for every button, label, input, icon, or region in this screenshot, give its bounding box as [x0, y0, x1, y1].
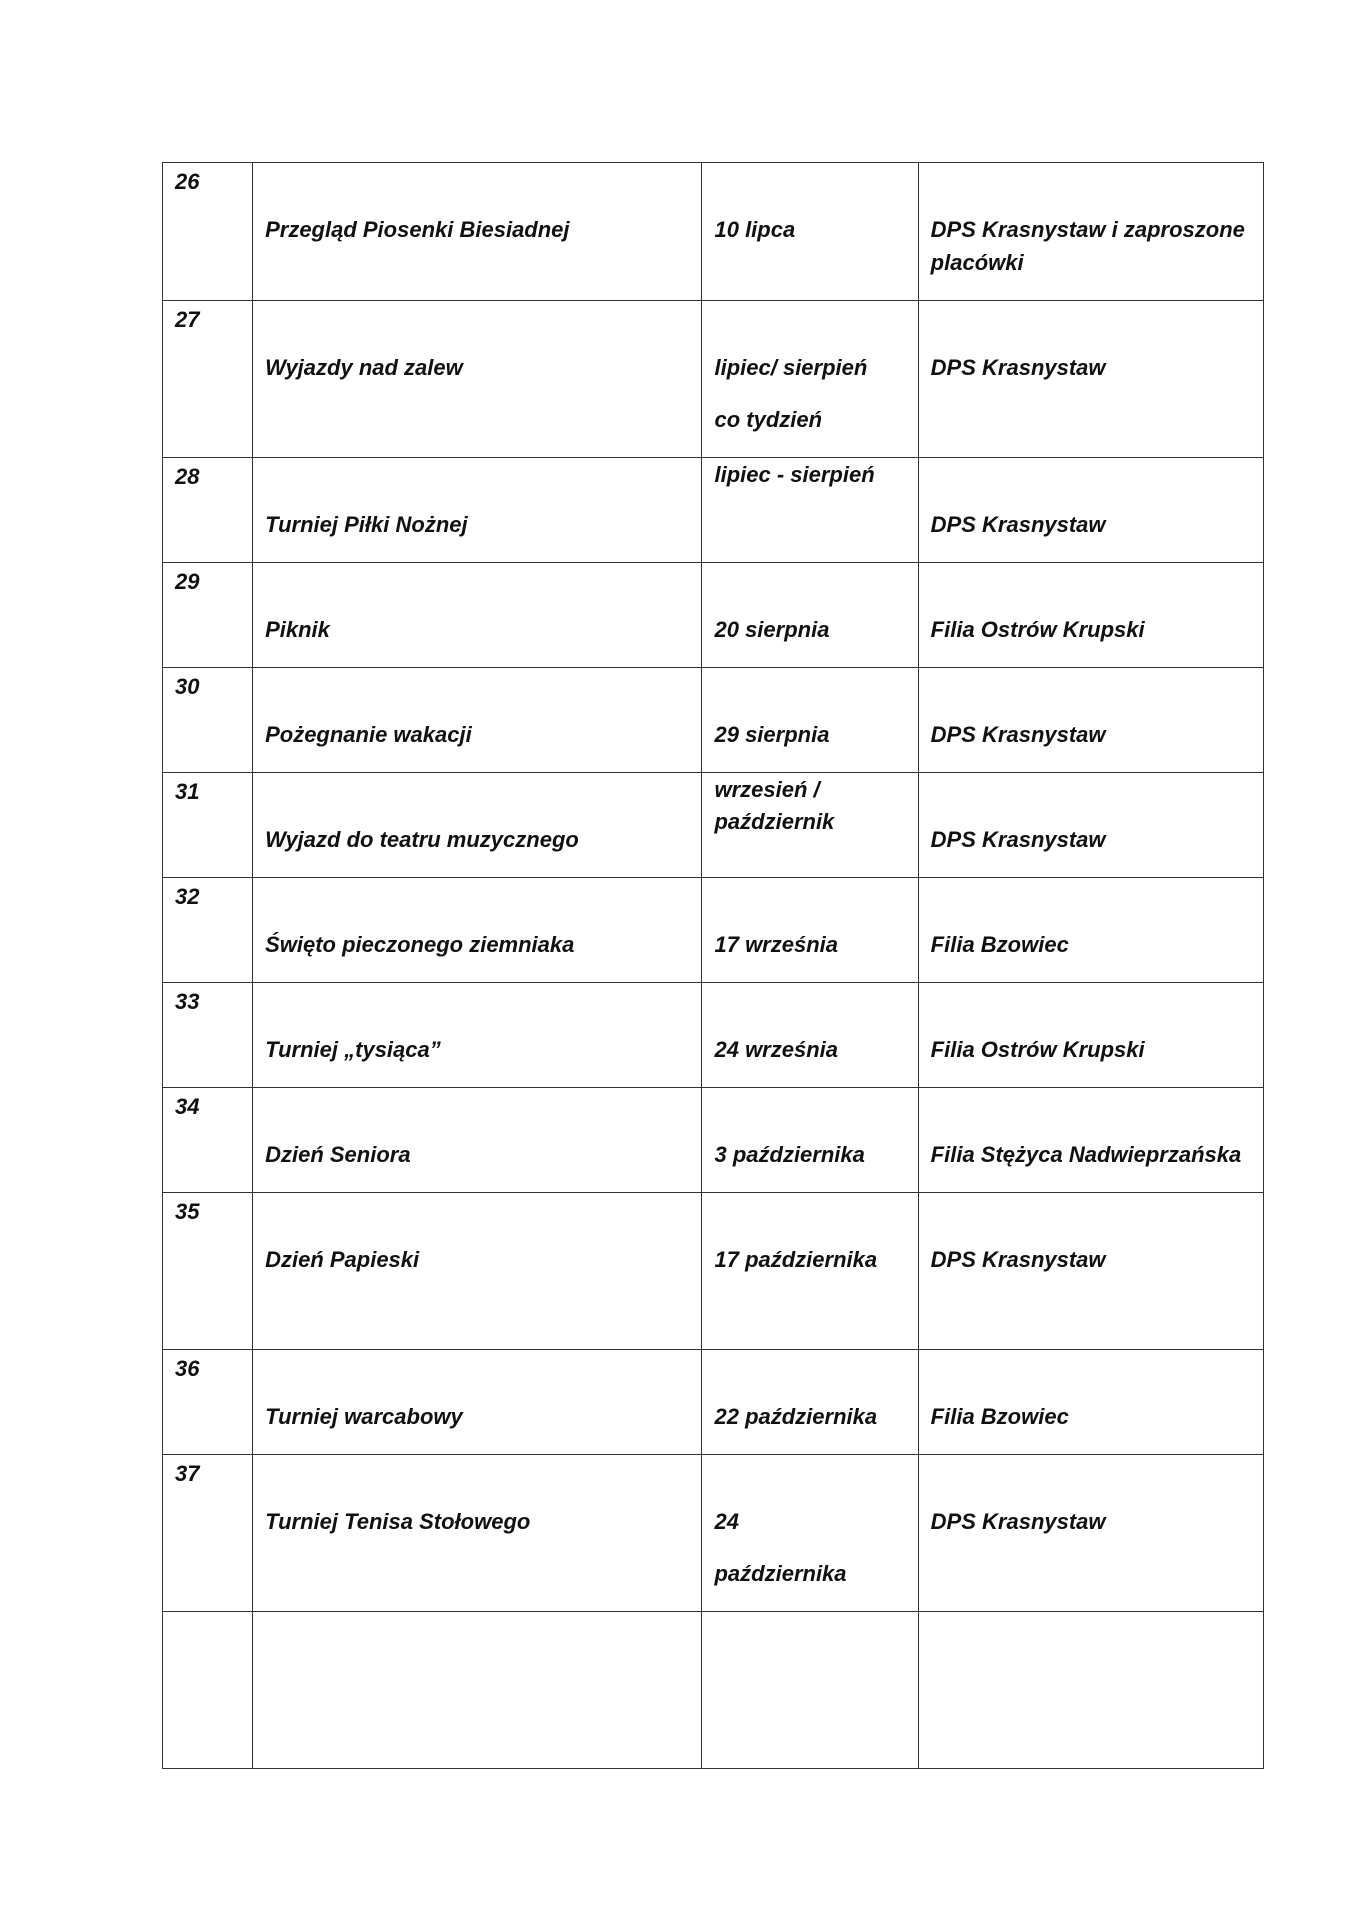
event-date: 10 lipca [714, 217, 796, 242]
events-table [162, 162, 1264, 1769]
event-date-cell [702, 1455, 918, 1612]
event-place: Filia Ostrów Krupski [930, 1037, 1145, 1062]
row-number: 35 [175, 1199, 200, 1224]
event-name: Święto pieczonego ziemniaka [265, 932, 575, 957]
event-date-cell [702, 668, 918, 773]
event-name-cell [253, 668, 702, 773]
table-row [163, 563, 1264, 668]
row-number: 29 [175, 569, 200, 594]
event-date-cell [702, 1193, 918, 1350]
row-number-cell [163, 458, 253, 563]
row-number-cell [163, 163, 253, 301]
event-name: Piknik [265, 617, 330, 642]
event-date: 29 sierpnia [714, 722, 830, 747]
event-name-cell [253, 983, 702, 1088]
row-number-cell [163, 301, 253, 458]
event-name: Turniej Piłki Nożnej [265, 512, 468, 537]
empty-cell [918, 1612, 1263, 1769]
event-place-cell [918, 163, 1263, 301]
event-place-cell [918, 1455, 1263, 1612]
row-number-cell [163, 983, 253, 1088]
event-place-cell [918, 301, 1263, 458]
table-row [163, 163, 1264, 301]
event-date-cell [702, 163, 918, 301]
event-date-line-2: października [714, 1561, 847, 1586]
event-name-cell [253, 1455, 702, 1612]
event-date-line-2: październik [714, 809, 835, 834]
event-place-cell [918, 1088, 1263, 1193]
event-place: Filia Stężyca Nadwieprzańska [930, 1142, 1242, 1167]
table-row [163, 668, 1264, 773]
row-number: 33 [175, 989, 200, 1014]
event-name: Przegląd Piosenki Biesiadnej [265, 217, 570, 242]
event-date: 24 września [714, 1037, 838, 1062]
event-place: Filia Bzowiec [930, 932, 1069, 957]
event-name-cell [253, 458, 702, 563]
table-row [163, 1350, 1264, 1455]
event-name-cell [253, 163, 702, 301]
event-date-cell [702, 1350, 918, 1455]
event-place-cell [918, 878, 1263, 983]
table-row [163, 301, 1264, 458]
event-date: 20 sierpnia [714, 617, 830, 642]
row-number: 30 [175, 674, 200, 699]
event-name-cell [253, 1088, 702, 1193]
event-place-cell [918, 1193, 1263, 1350]
event-place: DPS Krasnystaw [930, 722, 1106, 747]
event-name-cell [253, 1350, 702, 1455]
event-place-cell [918, 773, 1263, 878]
event-place: DPS Krasnystaw [930, 512, 1106, 537]
row-number-cell [163, 1193, 253, 1350]
event-name: Wyjazd do teatru muzycznego [265, 827, 579, 852]
row-number-cell [163, 878, 253, 983]
event-place: DPS Krasnystaw [930, 827, 1106, 852]
row-number-cell [163, 563, 253, 668]
row-number: 31 [175, 779, 200, 804]
event-place: Filia Bzowiec [930, 1404, 1069, 1429]
event-date: 22 października [714, 1404, 878, 1429]
event-date: lipiec/ sierpień [714, 355, 868, 380]
event-date-cell [702, 301, 918, 458]
event-name-cell [253, 563, 702, 668]
table-row [163, 1455, 1264, 1612]
event-place: DPS Krasnystaw [930, 355, 1106, 380]
event-name-cell [253, 301, 702, 458]
event-place-cell [918, 458, 1263, 563]
row-number-cell [163, 668, 253, 773]
event-name: Wyjazdy nad zalew [265, 355, 463, 380]
row-number-cell [163, 1350, 253, 1455]
table-row [163, 983, 1264, 1088]
empty-table-row [163, 1612, 1264, 1769]
row-number: 37 [175, 1461, 200, 1486]
event-name: Turniej warcabowy [265, 1404, 463, 1429]
row-number: 34 [175, 1094, 200, 1119]
event-name: Dzień Papieski [265, 1247, 420, 1272]
row-number: 26 [175, 169, 200, 194]
event-name-cell [253, 1193, 702, 1350]
empty-cell [702, 1612, 918, 1769]
row-number-cell [163, 773, 253, 878]
event-place-cell [918, 668, 1263, 773]
table-row [163, 1193, 1264, 1350]
event-date: 17 października [714, 1247, 878, 1272]
event-date: 24 [714, 1509, 739, 1534]
row-number-cell [163, 1455, 253, 1612]
table-row [163, 458, 1264, 563]
row-number: 27 [175, 307, 200, 332]
event-date-cell [702, 458, 918, 563]
event-place-cell [918, 1350, 1263, 1455]
row-number-cell [163, 1088, 253, 1193]
event-name: Turniej Tenisa Stołowego [265, 1509, 531, 1534]
empty-cell [253, 1612, 702, 1769]
event-place: DPS Krasnystaw [930, 1247, 1106, 1272]
row-number: 28 [175, 464, 200, 489]
event-name: Dzień Seniora [265, 1142, 411, 1167]
row-number: 32 [175, 884, 200, 909]
table-row [163, 773, 1264, 878]
table-row [163, 878, 1264, 983]
event-date-line-2: co tydzień [714, 407, 823, 432]
event-date: lipiec - sierpień [714, 462, 875, 487]
event-name-cell [253, 878, 702, 983]
event-place: Filia Ostrów Krupski [930, 617, 1145, 642]
event-date-cell [702, 563, 918, 668]
event-place: DPS Krasnystaw i zaproszone placówki [930, 217, 1245, 275]
empty-cell [163, 1612, 253, 1769]
event-name: Pożegnanie wakacji [265, 722, 472, 747]
row-number: 36 [175, 1356, 200, 1381]
event-name-cell [253, 773, 702, 878]
event-name: Turniej „tysiąca” [265, 1037, 441, 1062]
event-date: 3 października [714, 1142, 865, 1167]
event-place-cell [918, 983, 1263, 1088]
event-date-cell [702, 878, 918, 983]
event-place: DPS Krasnystaw [930, 1509, 1106, 1534]
event-date: 17 września [714, 932, 838, 957]
event-date-cell [702, 1088, 918, 1193]
event-date: wrzesień / [714, 777, 820, 802]
table-row [163, 1088, 1264, 1193]
event-date-cell [702, 773, 918, 878]
event-place-cell [918, 563, 1263, 668]
event-date-cell [702, 983, 918, 1088]
